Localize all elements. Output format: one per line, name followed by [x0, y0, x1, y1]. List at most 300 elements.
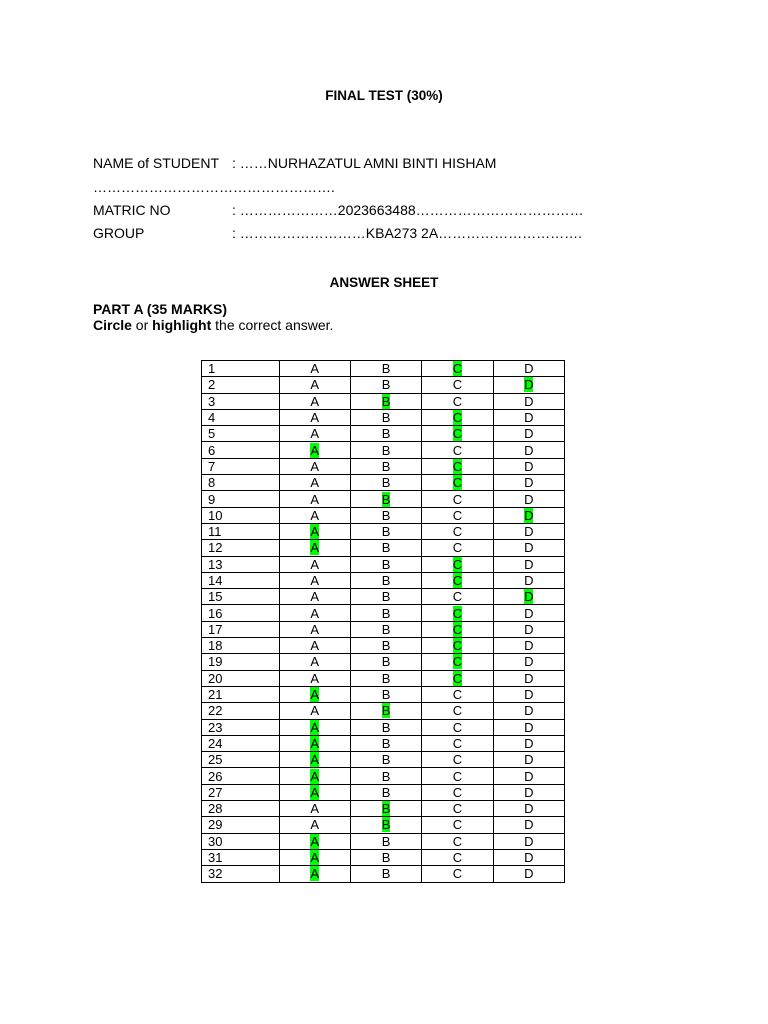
option-cell[interactable]: [493, 605, 564, 621]
option-a-label: A: [310, 507, 320, 523]
option-cell[interactable]: [279, 833, 350, 849]
option-c-label: C: [452, 573, 463, 588]
option-b-label: B: [381, 524, 391, 540]
option-b-label: B: [381, 817, 391, 833]
option-cell[interactable]: [350, 686, 421, 702]
option-cell[interactable]: [279, 703, 350, 719]
option-d-label: D: [524, 638, 534, 654]
option-d-label: D: [524, 442, 534, 458]
option-a-label: A: [310, 573, 320, 588]
option-cell[interactable]: [422, 409, 493, 425]
group-label: GROUP: [93, 225, 145, 241]
option-cell[interactable]: [350, 605, 421, 621]
option-cell[interactable]: [493, 491, 564, 507]
table-row: [202, 572, 565, 588]
option-cell[interactable]: [422, 849, 493, 865]
option-cell[interactable]: [279, 426, 350, 442]
option-cell[interactable]: [350, 817, 421, 833]
option-cell[interactable]: [279, 377, 350, 393]
table-row: [202, 458, 565, 474]
option-cell[interactable]: [422, 556, 493, 572]
option-cell[interactable]: [279, 523, 350, 539]
option-d-label: D: [524, 507, 534, 523]
option-c-label: C: [452, 377, 463, 393]
option-cell[interactable]: [422, 817, 493, 833]
option-a-label: A: [310, 605, 320, 621]
option-cell[interactable]: [350, 393, 421, 409]
question-number: 16: [202, 605, 280, 621]
matric-row: [93, 202, 584, 218]
option-cell[interactable]: [279, 409, 350, 425]
option-cell[interactable]: [350, 556, 421, 572]
option-cell[interactable]: [350, 670, 421, 686]
option-d-label: D: [524, 784, 534, 800]
table-row: [202, 638, 565, 654]
option-cell[interactable]: [493, 719, 564, 735]
option-b-label: B: [381, 850, 391, 866]
table-row: [202, 670, 565, 686]
student-name-value: : ……NURHAZATUL AMNI BINTI HISHAM: [232, 155, 497, 171]
table-row: [202, 393, 565, 409]
matric-value: : …………………2023663488………………………………: [232, 202, 584, 218]
option-cell[interactable]: [422, 638, 493, 654]
option-cell[interactable]: [422, 377, 493, 393]
option-d-label: D: [524, 410, 534, 426]
question-number: 10: [202, 507, 280, 523]
option-cell[interactable]: [493, 833, 564, 849]
option-c-label: C: [452, 458, 463, 474]
option-cell[interactable]: [279, 556, 350, 572]
option-d-label: D: [524, 426, 534, 442]
option-c-label: C: [452, 621, 463, 637]
option-cell[interactable]: [422, 458, 493, 474]
option-cell[interactable]: [493, 703, 564, 719]
option-cell[interactable]: [350, 426, 421, 442]
student-name-row: [93, 155, 496, 171]
option-c-label: C: [452, 784, 463, 800]
option-cell[interactable]: [422, 833, 493, 849]
option-cell[interactable]: [493, 556, 564, 572]
option-cell[interactable]: [493, 801, 564, 817]
option-cell[interactable]: [279, 572, 350, 588]
option-cell[interactable]: [422, 866, 493, 882]
option-cell[interactable]: [493, 654, 564, 670]
option-cell[interactable]: [350, 507, 421, 523]
option-cell[interactable]: [279, 605, 350, 621]
option-cell[interactable]: [279, 458, 350, 474]
option-cell[interactable]: [493, 735, 564, 751]
option-a-label: A: [310, 866, 320, 882]
question-number: 32: [202, 866, 280, 882]
group-value: : ………………………KBA273 2A………………………….: [232, 225, 583, 241]
option-b-label: B: [381, 410, 391, 426]
answer-table: [201, 360, 565, 883]
option-cell[interactable]: [493, 393, 564, 409]
option-c-label: C: [452, 605, 463, 621]
option-cell[interactable]: [422, 735, 493, 751]
option-cell[interactable]: [422, 768, 493, 784]
option-cell[interactable]: [350, 572, 421, 588]
question-number: 13: [202, 556, 280, 572]
option-cell[interactable]: [422, 670, 493, 686]
option-cell[interactable]: [493, 540, 564, 556]
instruction-rest: the correct answer.: [211, 317, 334, 333]
question-number: 23: [202, 719, 280, 735]
option-d-label: D: [524, 556, 534, 572]
option-a-label: A: [310, 817, 320, 833]
option-b-label: B: [381, 540, 391, 556]
option-b-label: B: [381, 361, 391, 377]
option-cell[interactable]: [493, 589, 564, 605]
option-b-label: B: [381, 491, 391, 507]
option-d-label: D: [524, 654, 534, 670]
question-number: 7: [202, 458, 280, 474]
instruction-circle: Circle: [93, 317, 132, 333]
option-b-label: B: [381, 703, 391, 719]
option-cell[interactable]: [350, 442, 421, 458]
option-c-label: C: [452, 556, 463, 572]
option-a-label: A: [310, 719, 320, 735]
option-cell[interactable]: [422, 589, 493, 605]
option-cell[interactable]: [279, 670, 350, 686]
option-d-label: D: [524, 573, 534, 588]
option-d-label: D: [524, 719, 534, 735]
option-d-label: D: [524, 735, 534, 751]
option-cell[interactable]: [350, 458, 421, 474]
option-c-label: C: [452, 833, 463, 849]
option-a-label: A: [310, 442, 320, 458]
option-cell[interactable]: [279, 784, 350, 800]
question-number: 19: [202, 654, 280, 670]
table-row: [202, 409, 565, 425]
question-number: 11: [202, 523, 280, 539]
option-d-label: D: [524, 540, 534, 556]
table-row: [202, 768, 565, 784]
table-row: [202, 686, 565, 702]
option-cell[interactable]: [350, 621, 421, 637]
option-cell[interactable]: [493, 621, 564, 637]
option-b-label: B: [381, 556, 391, 572]
option-b-label: B: [381, 377, 391, 393]
question-number: 2: [202, 377, 280, 393]
option-c-label: C: [452, 670, 463, 686]
option-c-label: C: [452, 442, 463, 458]
option-b-label: B: [381, 589, 391, 605]
table-row: [202, 703, 565, 719]
option-a-label: A: [310, 703, 320, 719]
option-cell[interactable]: [279, 817, 350, 833]
option-cell[interactable]: [279, 686, 350, 702]
option-c-label: C: [452, 589, 463, 605]
option-cell[interactable]: [350, 654, 421, 670]
table-row: [202, 540, 565, 556]
question-number: 12: [202, 540, 280, 556]
option-b-label: B: [381, 638, 391, 654]
option-a-label: A: [310, 393, 320, 409]
option-c-label: C: [452, 638, 463, 654]
option-d-label: D: [524, 866, 534, 882]
option-b-label: B: [381, 735, 391, 751]
option-cell[interactable]: [350, 849, 421, 865]
option-b-label: B: [381, 801, 391, 817]
table-row: [202, 866, 565, 882]
option-cell[interactable]: [350, 409, 421, 425]
option-cell[interactable]: [422, 784, 493, 800]
option-cell[interactable]: [422, 654, 493, 670]
option-d-label: D: [524, 850, 534, 866]
question-number: 1: [202, 361, 280, 377]
table-row: [202, 475, 565, 491]
option-a-label: A: [310, 524, 320, 540]
option-b-label: B: [381, 654, 391, 670]
option-c-label: C: [452, 801, 463, 817]
option-cell[interactable]: [493, 377, 564, 393]
option-b-label: B: [381, 573, 391, 588]
option-a-label: A: [310, 621, 320, 637]
option-cell[interactable]: [422, 361, 493, 377]
question-number: 30: [202, 833, 280, 849]
option-cell[interactable]: [422, 523, 493, 539]
table-row: [202, 523, 565, 539]
instruction-or: or: [131, 317, 153, 333]
option-cell[interactable]: [422, 801, 493, 817]
option-cell[interactable]: [422, 442, 493, 458]
option-cell[interactable]: [422, 572, 493, 588]
option-a-label: A: [310, 410, 320, 426]
answer-table-body: [202, 361, 565, 883]
option-cell[interactable]: [422, 475, 493, 491]
option-cell[interactable]: [279, 442, 350, 458]
option-c-label: C: [452, 768, 463, 784]
table-row: [202, 442, 565, 458]
option-cell[interactable]: [350, 589, 421, 605]
option-cell[interactable]: [279, 621, 350, 637]
option-cell[interactable]: [279, 735, 350, 751]
option-cell[interactable]: [279, 654, 350, 670]
option-d-label: D: [524, 458, 534, 474]
option-d-label: D: [524, 475, 534, 491]
option-a-label: A: [310, 833, 320, 849]
option-a-label: A: [310, 361, 320, 377]
question-number: 25: [202, 752, 280, 768]
question-number: 29: [202, 817, 280, 833]
option-cell[interactable]: [350, 475, 421, 491]
option-cell[interactable]: [422, 393, 493, 409]
option-cell[interactable]: [422, 621, 493, 637]
option-a-label: A: [310, 687, 320, 703]
question-number: 4: [202, 409, 280, 425]
table-row: [202, 361, 565, 377]
option-a-label: A: [310, 589, 320, 605]
option-cell[interactable]: [279, 752, 350, 768]
option-cell[interactable]: [279, 393, 350, 409]
matric-label: MATRIC NO: [93, 202, 171, 218]
option-d-label: D: [524, 687, 534, 703]
option-cell[interactable]: [493, 670, 564, 686]
option-cell[interactable]: [279, 638, 350, 654]
option-cell[interactable]: [350, 801, 421, 817]
option-a-label: A: [310, 752, 320, 768]
option-cell[interactable]: [493, 686, 564, 702]
question-number: 14: [202, 572, 280, 588]
option-a-label: A: [310, 670, 320, 686]
table-row: [202, 589, 565, 605]
table-row: [202, 784, 565, 800]
option-b-label: B: [381, 507, 391, 523]
option-cell[interactable]: [493, 475, 564, 491]
question-number: 21: [202, 686, 280, 702]
option-cell[interactable]: [493, 572, 564, 588]
option-cell[interactable]: [493, 523, 564, 539]
option-b-label: B: [381, 605, 391, 621]
option-cell[interactable]: [422, 686, 493, 702]
option-cell[interactable]: [279, 768, 350, 784]
option-cell[interactable]: [493, 426, 564, 442]
table-row: [202, 507, 565, 523]
option-cell[interactable]: [422, 703, 493, 719]
question-number: 27: [202, 784, 280, 800]
option-cell[interactable]: [279, 849, 350, 865]
table-row: [202, 719, 565, 735]
option-d-label: D: [524, 491, 534, 507]
option-a-label: A: [310, 540, 320, 556]
option-cell[interactable]: [350, 491, 421, 507]
option-b-label: B: [381, 393, 391, 409]
instruction-highlight: highlight: [152, 317, 212, 333]
option-cell[interactable]: [279, 507, 350, 523]
table-row: [202, 377, 565, 393]
question-number: 28: [202, 801, 280, 817]
student-name-continuation: …………………………………………….: [93, 179, 335, 195]
question-number: 8: [202, 475, 280, 491]
option-cell[interactable]: [422, 507, 493, 523]
option-cell[interactable]: [279, 589, 350, 605]
option-cell[interactable]: [350, 768, 421, 784]
option-cell[interactable]: [422, 540, 493, 556]
option-c-label: C: [452, 410, 463, 426]
answer-sheet-title: ANSWER SHEET: [329, 275, 439, 290]
option-cell[interactable]: [350, 638, 421, 654]
option-c-label: C: [452, 817, 463, 833]
student-name-label: NAME of STUDENT: [93, 155, 220, 171]
option-cell[interactable]: [493, 442, 564, 458]
option-cell[interactable]: [350, 377, 421, 393]
question-number: 6: [202, 442, 280, 458]
option-cell[interactable]: [493, 817, 564, 833]
option-cell[interactable]: [493, 507, 564, 523]
option-c-label: C: [452, 426, 463, 442]
option-cell[interactable]: [493, 409, 564, 425]
option-cell[interactable]: [422, 491, 493, 507]
option-a-label: A: [310, 556, 320, 572]
table-row: [202, 752, 565, 768]
option-b-label: B: [381, 687, 391, 703]
option-d-label: D: [524, 817, 534, 833]
option-a-label: A: [310, 377, 320, 393]
option-cell[interactable]: [279, 491, 350, 507]
question-number: 18: [202, 638, 280, 654]
option-cell[interactable]: [422, 426, 493, 442]
option-b-label: B: [381, 866, 391, 882]
option-cell[interactable]: [493, 752, 564, 768]
option-cell[interactable]: [279, 361, 350, 377]
option-cell[interactable]: [422, 605, 493, 621]
option-b-label: B: [381, 784, 391, 800]
option-cell[interactable]: [350, 361, 421, 377]
option-b-label: B: [381, 426, 391, 442]
option-cell[interactable]: [493, 361, 564, 377]
option-b-label: B: [381, 442, 391, 458]
option-cell[interactable]: [493, 768, 564, 784]
table-row: [202, 426, 565, 442]
option-b-label: B: [381, 768, 391, 784]
option-cell[interactable]: [279, 475, 350, 491]
option-c-label: C: [452, 654, 463, 670]
option-cell[interactable]: [493, 784, 564, 800]
option-cell[interactable]: [350, 703, 421, 719]
option-d-label: D: [524, 393, 534, 409]
option-cell[interactable]: [350, 540, 421, 556]
question-number: 9: [202, 491, 280, 507]
option-cell[interactable]: [493, 866, 564, 882]
option-a-label: A: [310, 850, 320, 866]
option-cell[interactable]: [350, 523, 421, 539]
table-row: [202, 556, 565, 572]
option-a-label: A: [310, 491, 320, 507]
option-d-label: D: [524, 768, 534, 784]
option-cell[interactable]: [422, 719, 493, 735]
table-row: [202, 621, 565, 637]
table-row: [202, 817, 565, 833]
option-cell[interactable]: [493, 458, 564, 474]
question-number: 5: [202, 426, 280, 442]
option-cell[interactable]: [350, 833, 421, 849]
option-cell[interactable]: [279, 801, 350, 817]
option-b-label: B: [381, 670, 391, 686]
option-a-label: A: [310, 654, 320, 670]
option-b-label: B: [381, 475, 391, 491]
option-d-label: D: [524, 361, 534, 377]
option-cell[interactable]: [493, 849, 564, 865]
table-row: [202, 491, 565, 507]
option-d-label: D: [524, 752, 534, 768]
option-a-label: A: [310, 768, 320, 784]
question-number: 15: [202, 589, 280, 605]
option-cell[interactable]: [350, 784, 421, 800]
option-d-label: D: [524, 377, 534, 393]
option-cell[interactable]: [493, 638, 564, 654]
question-number: 17: [202, 621, 280, 637]
option-cell[interactable]: [350, 735, 421, 751]
instruction-text: [93, 317, 333, 333]
option-cell[interactable]: [350, 866, 421, 882]
option-cell[interactable]: [350, 719, 421, 735]
option-d-label: D: [524, 801, 534, 817]
group-row: [93, 225, 582, 241]
option-cell[interactable]: [279, 719, 350, 735]
option-d-label: D: [524, 833, 534, 849]
option-d-label: D: [524, 589, 534, 605]
option-cell[interactable]: [279, 540, 350, 556]
option-a-label: A: [310, 426, 320, 442]
option-cell[interactable]: [279, 866, 350, 882]
option-cell[interactable]: [422, 752, 493, 768]
option-cell[interactable]: [350, 752, 421, 768]
option-a-label: A: [310, 638, 320, 654]
option-a-label: A: [310, 475, 320, 491]
table-row: [202, 735, 565, 751]
option-c-label: C: [452, 361, 463, 377]
